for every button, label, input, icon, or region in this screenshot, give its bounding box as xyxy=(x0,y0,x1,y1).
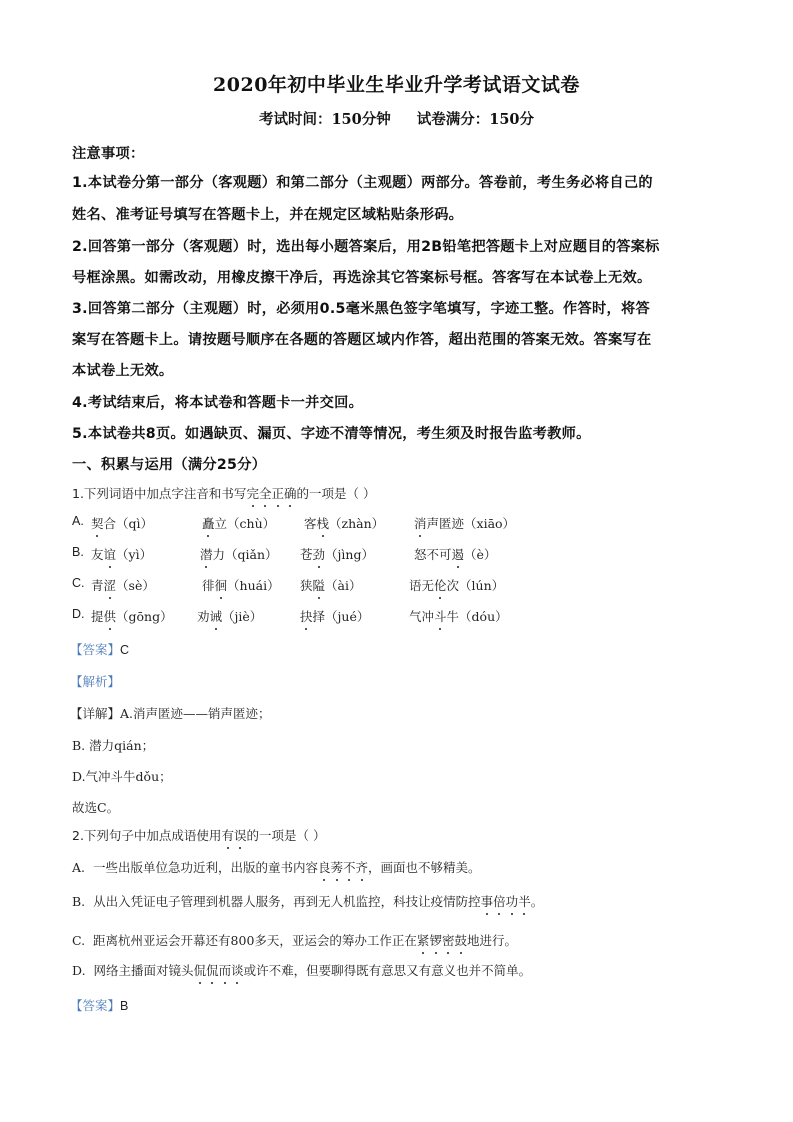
answer-tag: 【答案】 xyxy=(70,642,121,657)
notice-line: 5.本试卷共8页。如遇缺页、漏页、字迹不清等情况，考生须及时报告监考教师。 xyxy=(72,426,591,442)
notice-line: 号框涂黑。如需改动，用橡皮擦干净后，再选涂其它答案标号框。答客写在本试卷上无效。 xyxy=(72,270,652,286)
q2-option-d: D. 网络主播面对镜头侃侃而谈或许不难，但要聊得既有意思又有意义也并不简单。 xyxy=(72,963,532,978)
q2-option-b: B. 从出入凭证电子管理到机器人服务，再到无人机监控，科技让疫情防控事倍功半。 xyxy=(72,894,544,909)
notice-line: 4.考试结束后，将本试卷和答题卡一并交回。 xyxy=(72,395,364,411)
option-item: 潜力（qiǎn） xyxy=(200,547,278,562)
detail-tag: 【详解】 xyxy=(70,706,121,721)
question-2-stem: 2.下列句子中加点成语使用有误的一项是（ ） xyxy=(72,828,326,843)
q2-option-c: C. 距离杭州亚运会开幕还有800多天，亚运会的筹办工作正在紧锣密鼓地进行。 xyxy=(72,933,517,948)
option-item: 客栈（zhàn） xyxy=(304,516,385,531)
q1-analysis xyxy=(70,672,120,690)
option-item: 苍劲（jìng） xyxy=(300,547,374,562)
q1-detail-line: 故选C。 xyxy=(72,800,120,815)
page-title: 2020年初中毕业生毕业升学考试语文试卷 xyxy=(213,74,580,96)
option-item: 友谊（yì） xyxy=(91,547,153,562)
exam-meta xyxy=(0,108,793,129)
notice-heading: 注意事项： xyxy=(72,146,145,162)
q1-detail: 【详解】A.消声匿迹——销声匿迹； xyxy=(70,706,271,721)
q2-option-a: A. 一些出版单位急功近利，出版的童书内容良莠不齐，画面也不够精美。 xyxy=(72,860,481,875)
option-item: 狭隘（ài） xyxy=(300,578,362,593)
answer-tag: 【答案】 xyxy=(70,998,121,1013)
q1-detail-line: D.气冲斗牛dǒu； xyxy=(72,769,172,784)
notice-line: 1.本试卷分第一部分（客观题）和第二部分（主观题）两部分。答卷前，考生务必将自己的 xyxy=(72,175,653,191)
option-item: 提供（gōng） xyxy=(91,609,173,624)
option-item: 怒不可遏（è） xyxy=(414,547,497,562)
exam-time: 考试时间：150分钟 xyxy=(258,111,391,128)
option-item: 消声匿迹（xiāo） xyxy=(414,516,516,531)
notice-line: 3.回答第二部分（主观题）时，必须用0.5毫米黑色签字笔填写，字迹工整。作答时，将答 xyxy=(72,301,650,317)
question-1-stem: 1.下列词语中加点字注音和书写完全正确的一项是（ ） xyxy=(72,486,376,501)
option-item: 语无伦次（lún） xyxy=(409,578,505,593)
q2-answer xyxy=(70,996,128,1014)
section-heading: 一、积累与运用（满分25分） xyxy=(72,457,267,473)
option-item: 契合（qì） xyxy=(91,516,154,531)
notice-line: 2.回答第一部分（客观题）时，选出每小题答案后，用2B铅笔把答题卡上对应题目的答案标 xyxy=(72,239,660,255)
option-item: 劝诫（jiè） xyxy=(197,609,263,624)
exam-full-score: 试卷满分：150分 xyxy=(416,111,535,128)
q1-answer xyxy=(70,640,129,658)
q1-detail-line: B. 潜力qián； xyxy=(72,738,155,753)
option-item: 抉择（jué） xyxy=(300,609,370,624)
analysis-tag: 【解析】 xyxy=(70,674,121,689)
answer-value: C xyxy=(120,643,130,657)
option-item: 矗立（chù） xyxy=(202,516,276,531)
notice-line: 姓名、准考证号填写在答题卡上，并在规定区域粘贴条形码。 xyxy=(72,207,464,223)
notice-line: 案写在答题卡上。请按题号顺序在各题的答题区域内作答，超出范围的答案无效。答案写在 xyxy=(72,332,652,348)
option-item: 气冲斗牛（dóu） xyxy=(409,609,508,624)
option-item: 青涩（sè） xyxy=(91,578,155,593)
notice-line: 本试卷上无效。 xyxy=(72,363,174,379)
exam-page: 2020年初中毕业生毕业升学考试语文试卷 考试时间：150分钟 试卷满分：150分 注意事项： 1.本试卷分第一部分（客观题）和第二部分（主观题）两部分。答卷前，考生务必将自己的 姓名、准考证号填写在答题卡上，并在规定区域粘贴条形码。 2.回答第一部分（客观题）时，选出每小题答案后，用2B铅笔把答题卡上对应题目的答案标 号框涂黑。如需改动，用橡皮擦干净后，再选涂其它答案标号框。答客写在本试卷上无效。 3.回答第二部分（主观题）时，必须用0.5毫米黑色签字笔填写，字迹工整。作答时，将答 案写在答题卡上。请按题号顺序在各题的答题区域内作答，超出范围的答案无效。答案写在 本试卷上无效。 4.考试结束后，将本试卷和答题卡一并交回。 5.本试卷共8页。如遇缺页、漏页、字迹不清等情况，考生须及时报告监考教师。 一、积累与运用（满分25分） 1.下列词语中加点字注音和书写完全正确的一项是（ ） A. 契合（qì） 矗立（chù） 客栈（zhàn） 消声匿迹（xiāo） B. 友谊（yì） 潜力（qiǎn） 苍劲（jìng） 怒不可遏（è） C. 青涩（sè） 徘徊（huái） 狭隘（ài） 语无伦次（lún） D. 提供（gōng） 劝诫（jiè） 抉择（jué） 气冲斗牛（dóu） 【答案】C 【解析】 【详解】A.消声匿迹——销声匿迹； B. 潜力qián； D.气冲斗牛dǒu； 故选C。 2.下列句子中加点成语使用有误的一项是（ ） A. 一些出版单位急功近利，出版的童书内容良莠不齐，画面也不够精美。 B. 从出入凭证电子管理到机器人服务，再到无人机监控，科技让疫情防控事倍功半。 C. 距离杭州亚运会开幕还有800多天，亚运会的筹办工作正在紧锣密鼓地进行。 D. 网络主播面对镜头侃侃而谈或许不难，但要聊得既有意思又有意义也并不简单。 【答案】B xyxy=(0,0,793,1122)
answer-value: B xyxy=(120,999,129,1013)
option-item: 徘徊（huái） xyxy=(202,578,280,593)
